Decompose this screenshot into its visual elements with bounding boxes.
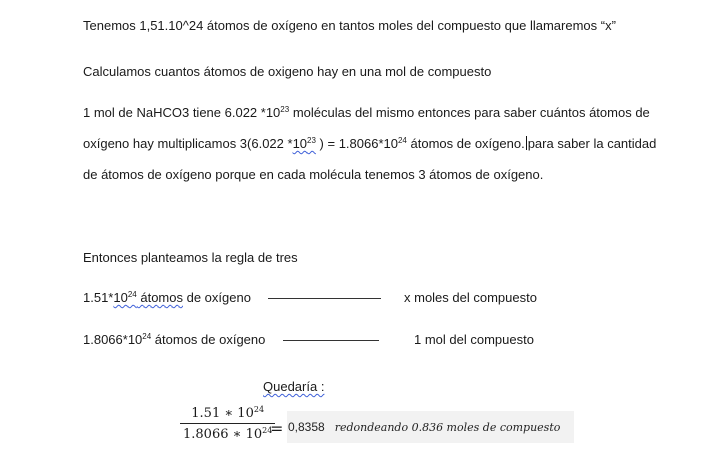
result-equation-box[interactable]: [287, 411, 574, 443]
paragraph-mol: 1 mol de NaHCO3 tiene 6.022 $*10^{23}$ moléculas del mismo entonces para saber cuántos átomos de: [83, 105, 650, 120]
paragraph-intro: Tenemos 1,51.10^24 átomos de oxígeno en tantos moles del compuesto que llamaremos “x”: [83, 18, 616, 33]
rule-row1-left: $1.51*10^{24}$ átomos de oxígeno: [83, 290, 251, 305]
result-note: redondeando 0.836 moles de compuesto: [334, 421, 561, 434]
rule-row1-line: [268, 298, 381, 299]
rule-row2-left: $1.8066*10^{24}$ átomos de oxígeno: [83, 332, 266, 347]
rule-row1-right: x moles del compuesto: [404, 290, 537, 305]
result-value: 0,8358: [288, 420, 325, 434]
fraction-denominator: 1.8066 ∗ $10^{24}$: [183, 426, 273, 442]
spellcheck-underline: $10^{23}$: [292, 136, 316, 151]
equals-sign: =: [270, 419, 284, 438]
paragraph-rule-intro: Entonces planteamos la regla de tres: [83, 250, 298, 265]
result-heading: Quedaría :: [263, 379, 325, 394]
fraction-numerator: 1.51 ∗ $10^{24}$: [180, 406, 275, 424]
rule-row2-right: 1 mol del compuesto: [414, 332, 534, 347]
text-cursor: [526, 136, 527, 150]
rule-row2-line: [283, 340, 379, 341]
paragraph-calc: Calculamos cuantos átomos de oxigeno hay en una mol de compuesto: [83, 64, 492, 79]
paragraph-multiply: oxígeno hay multiplicamos 3(6.022 $*10^{23}$ ) = $1.8066*10^{24}$ átomos de oxígeno. para saber la cantidad: [83, 136, 657, 151]
paragraph-reason: de átomos de oxígeno porque en cada molécula tenemos 3 átomos de oxígeno.: [83, 167, 544, 182]
fraction: [180, 406, 275, 442]
